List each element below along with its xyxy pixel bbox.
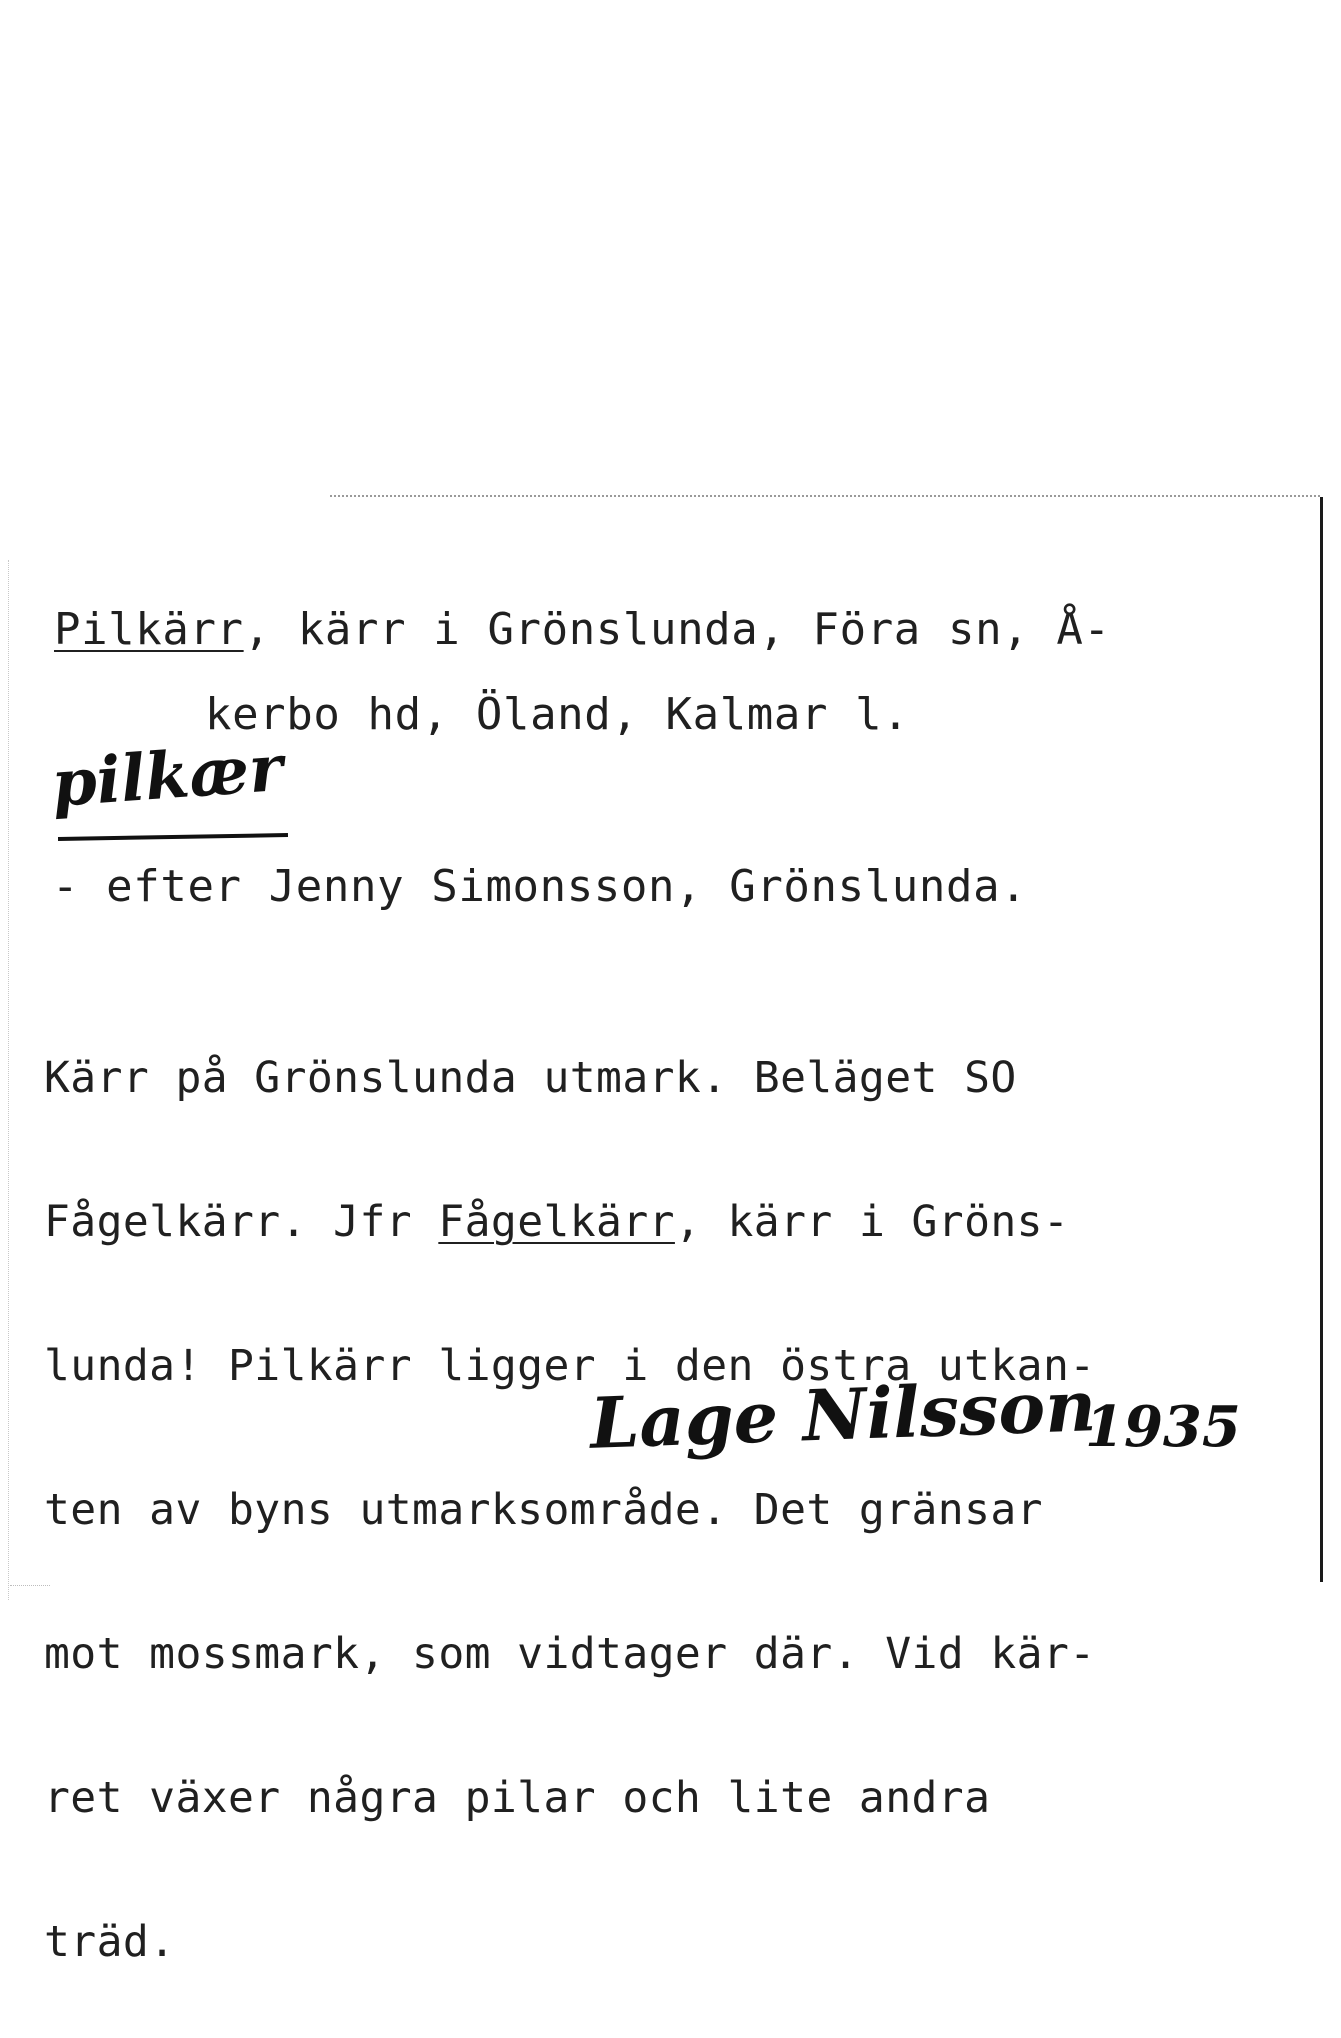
card-heading [54,605,1111,655]
description-line: lunda! Pilkärr ligger i den östra utkan- [44,1341,1096,1391]
card-heading-continuation: kerbo hd, Öland, Kalmar l. [205,689,910,740]
description-line [44,1198,1096,1246]
heading-location: , kärr i Grönslunda, Föra sn, Å- [243,604,1111,655]
handwritten-signature: Lage Nilsson [588,1364,1098,1465]
card-right-edge [1320,497,1323,1582]
cross-reference: Fågelkärr [438,1197,675,1247]
handwritten-phonetic-form: pilkær [49,730,286,822]
description-line: mot mossmark, som vidtager där. Vid kär- [44,1629,1096,1679]
handwritten-year: 1935 [1085,1394,1241,1460]
description-line: ten av byns utmarksområde. Det gränsar [44,1485,1043,1535]
headword: Pilkärr [54,604,244,655]
description-line: träd. [44,1917,176,1967]
description-line: Kärr på Grönslunda utmark. Beläget SO [44,1053,1017,1103]
description-text: , kärr i Gröns- [674,1197,1070,1247]
informant-line: - efter Jenny Simonsson, Grönslunda. [52,861,1028,912]
card-description [44,958,1096,2014]
scan-speckles [8,560,13,1600]
card-top-edge [330,495,1320,497]
description-line: ret växer några pilar och lite andra [44,1773,991,1823]
description-text: Fågelkärr. Jfr [44,1197,439,1247]
phonetic-underline [58,833,288,841]
